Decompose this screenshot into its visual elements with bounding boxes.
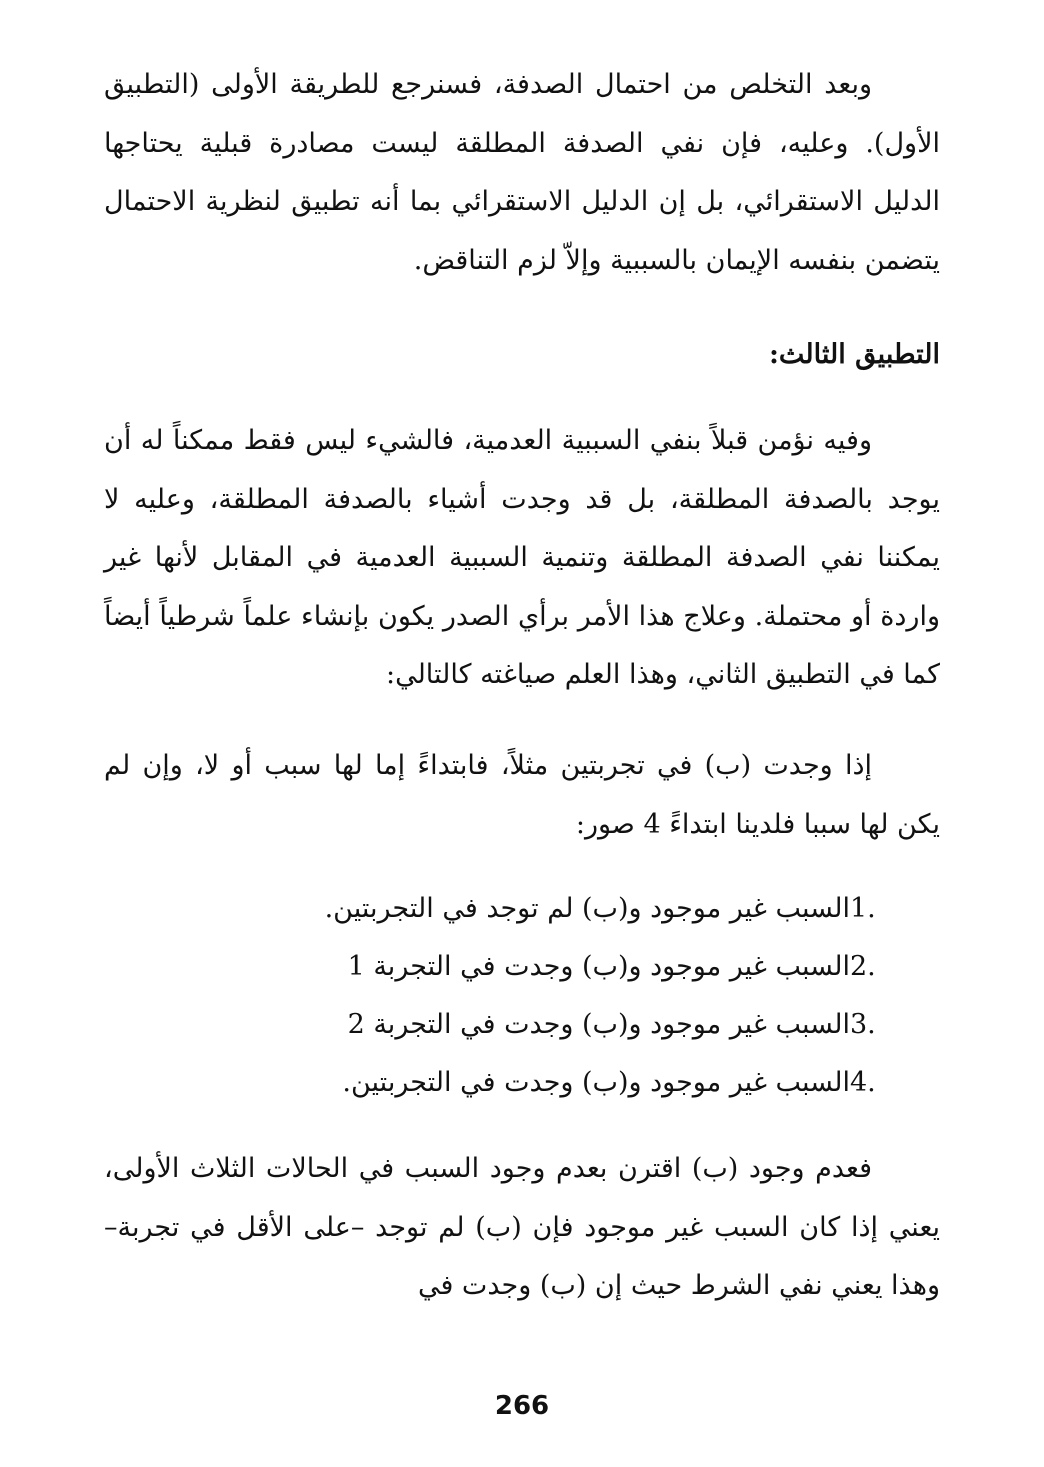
cases-list xyxy=(325,880,894,1112)
list-item xyxy=(325,880,894,938)
page-number: 266 xyxy=(494,1391,550,1421)
list-item-number: 3. xyxy=(850,1009,876,1040)
paragraph-2: وفيه نؤمن قبلاً بنفي السببية العدمية، فالشيء ليس فقط ممكناً له أن يوجد بالصدفة المطلقة، بل قد وجدت أشياء بالصدفة المطلقة، وعليه لا يمكننا نفي الصدفة المطلقة وتنمية السببية العدمية في المقابل لأنها غير واردة أو محتملة. وعلاج هذا الأمر برأي الصدر يكون بإنشاء علماً شرطياً أيضاً كما في التطبيق الثاني، وهذا العلم صياغته كالتالي: xyxy=(104,425,940,690)
list-item xyxy=(325,938,894,996)
paragraph-1: وبعد التخلص من احتمال الصدفة، فسنرجع للطريقة الأولى (التطبيق الأول). وعليه، فإن نفي الصدفة المطلقة ليست مصادرة قبلية يحتاجها الدليل الاستقرائي، بل إن الدليل الاستقرائي بما أنه تطبيق لنظرية الاحتمال يتضمن بنفسه الإيمان بالسببية وإلاّ لزم التناقض. xyxy=(104,69,940,276)
list-item xyxy=(325,996,894,1054)
paragraph-3: إذا وجدت (ب) في تجربتين مثلاً، فابتداءً إما لها سبب أو لا، وإن لم يكن لها سببا فلدينا ابتداءً 4 صور: xyxy=(104,750,940,840)
list-item-text: السبب غير موجود و(ب) وجدت في التجربتين. xyxy=(342,1067,850,1098)
list-item-text: السبب غير موجود و(ب) لم توجد في التجربتين. xyxy=(324,893,850,924)
list-item-text: السبب غير موجود و(ب) وجدت في التجربة 1 xyxy=(347,951,850,982)
list-item-text: السبب غير موجود و(ب) وجدت في التجربة 2 xyxy=(347,1009,850,1040)
list-item-number: 1. xyxy=(850,893,876,924)
section-heading-third-application: التطبيق الثالث: xyxy=(768,339,940,370)
list-item xyxy=(325,1054,894,1112)
list-item-number: 2. xyxy=(850,951,876,982)
list-item-number: 4. xyxy=(850,1067,876,1098)
paragraph-4: فعدم وجود (ب) اقترن بعدم وجود السبب في الحالات الثلاث الأولى، يعني إذا كان السبب غير موجود فإن (ب) لم توجد –على الأقل في تجربة– وهذا يعني نفي الشرط حيث إن (ب) وجدت في xyxy=(104,1153,940,1301)
